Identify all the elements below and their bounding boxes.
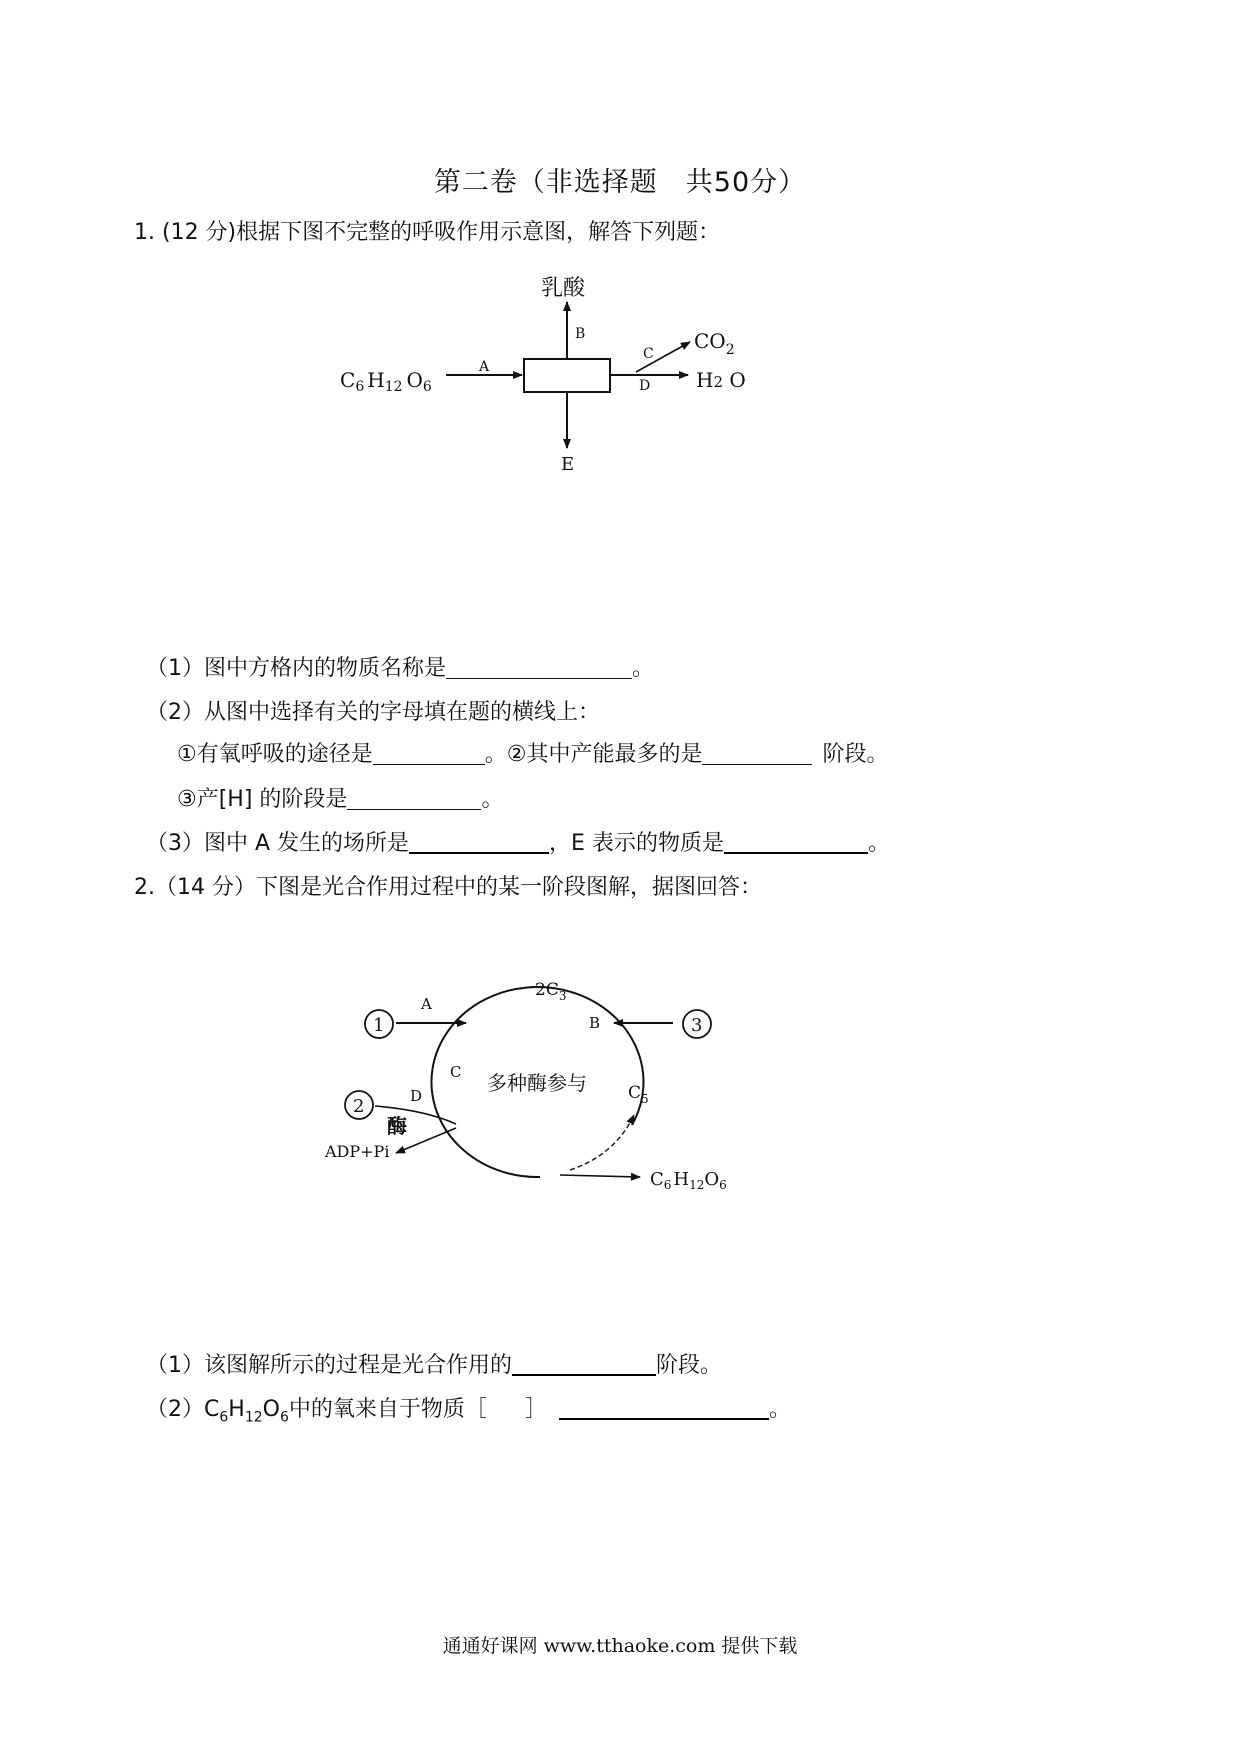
q2-part2-sub-3: 6	[279, 1409, 289, 1426]
q2-part2-sub-2: 12	[244, 1409, 263, 1426]
q2-part2-text-b: H	[228, 1397, 245, 1422]
q1-part3-text-a: （3）图中 A 发生的场所是	[146, 831, 410, 856]
q1-part2-text-e: 。	[481, 787, 504, 812]
label-b: B	[589, 1014, 601, 1032]
co2-formula: $CO_2$	[694, 329, 735, 358]
q2-part2-text-e: ］	[524, 1397, 547, 1422]
q2-part2	[146, 1392, 791, 1425]
glucose-product: $C_6$ $H_{12}O_6$	[650, 1169, 727, 1192]
arrow-to-c5	[570, 1115, 634, 1170]
label-d: D	[639, 378, 651, 394]
lactic-acid-label: 乳酸	[541, 276, 586, 301]
glucose-formula: $C_6$ $H_{12}$ $O_6$	[340, 368, 432, 395]
c3-label: $2C_3$	[535, 980, 567, 1003]
label-a: A	[421, 995, 432, 1013]
q2-part1	[146, 1348, 722, 1379]
label-c: C	[450, 1063, 462, 1081]
q1-part2-text-c: 阶段。	[822, 742, 889, 767]
center-text: 多种酶参与	[487, 1071, 587, 1095]
q2-part2-sub-1: 6	[219, 1409, 229, 1426]
circle-3-text: 3	[691, 1015, 703, 1036]
q2-part1-text-a: （1）该图解所示的过程是光合作用的	[146, 1353, 512, 1378]
q1-part3-text-b: ，E 表示的物质是	[549, 831, 724, 856]
answer-blank[interactable]	[512, 1352, 656, 1376]
label-e: E	[561, 454, 575, 475]
section-title: 第二卷（非选择题 共50分）	[433, 167, 807, 198]
circle-2-text: 2	[353, 1096, 365, 1117]
q1-part1-text: （1）图中方格内的物质名称是	[146, 656, 446, 681]
label-a: A	[479, 359, 490, 375]
h2o-formula: H2 O	[696, 368, 746, 392]
q2-part2-text-c: O	[262, 1397, 280, 1422]
q2-part2-text-d: 中的氧来自于物质［	[288, 1397, 487, 1422]
arrow-glucose	[560, 1175, 640, 1177]
c5-label: $C_5$	[628, 1083, 649, 1106]
footer-text: 通通好课网 www.tthaoke.com 提供下载	[442, 1635, 798, 1657]
adp-label: ADP+Pi	[325, 1142, 390, 1161]
label-c: C	[643, 346, 654, 362]
answer-blank[interactable]	[559, 1396, 769, 1420]
q1-part2-intro: （2）从图中选择有关的字母填在题的横线上：	[146, 700, 600, 725]
q1-part1-end: 。	[632, 656, 655, 681]
q2-stem: 2.（14 分）下图是光合作用过程中的某一阶段图解，据图回答：	[134, 875, 762, 900]
q2-part2-text-f: 。	[768, 1397, 791, 1422]
q2-part1-text-b: 阶段。	[656, 1353, 723, 1378]
q1-part2-text-b: 。②其中产能最多的是	[484, 742, 703, 767]
q1-part3-text-c: 。	[867, 831, 890, 856]
q1-part2-text-a: ①有氧呼吸的途径是	[177, 742, 373, 767]
q1-stem: 1. (12 分)根据下图不完整的呼吸作用示意图，解答下列题：	[134, 220, 721, 245]
q1-part2-text-d: ③产[H] 的阶段是	[177, 787, 348, 812]
label-d: D	[410, 1087, 423, 1105]
q2-part2-text-a: （2）C	[146, 1397, 220, 1422]
enzyme-label: 酶	[387, 1114, 407, 1138]
circle-1-text: 1	[373, 1015, 385, 1036]
label-b: B	[575, 326, 586, 342]
